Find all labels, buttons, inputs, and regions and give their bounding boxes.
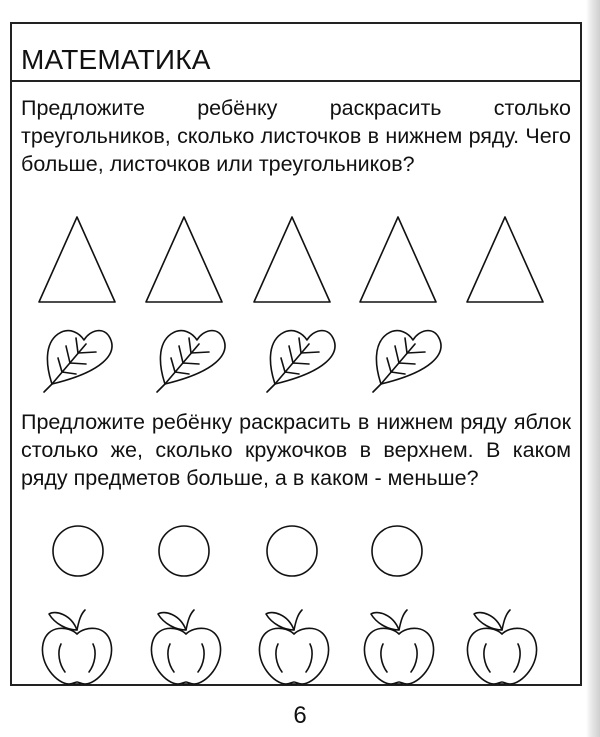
leaf-icon[interactable] — [373, 331, 441, 392]
leaf-icon[interactable] — [44, 331, 112, 392]
apple-icon[interactable] — [151, 610, 220, 684]
apple-icon[interactable] — [42, 610, 111, 684]
page-edge-shadow — [586, 0, 600, 737]
leaf-icon[interactable] — [157, 331, 225, 392]
apple-icon[interactable] — [259, 610, 328, 684]
circle-row — [53, 526, 422, 576]
triangle-icon[interactable] — [39, 217, 115, 302]
apple-icon[interactable] — [364, 610, 433, 684]
apple-row — [42, 610, 536, 684]
triangle-icon[interactable] — [360, 217, 436, 302]
leaf-row — [44, 331, 441, 392]
page-number: 6 — [293, 702, 307, 729]
apple-icon[interactable] — [467, 610, 536, 684]
worksheet-frame — [10, 22, 582, 686]
circle-icon[interactable] — [159, 526, 209, 576]
circle-icon[interactable] — [53, 526, 103, 576]
leaf-icon[interactable] — [267, 331, 335, 392]
page-title: МАТЕМАТИКА — [21, 44, 211, 75]
task-2-text: Предложите ребёнку раскрасить в нижнем ряду яблок столько же, сколько кружочков в верхнем. В каком ряду предметов больше, а в каком - меньше? — [21, 410, 571, 490]
task-illustrations — [12, 24, 584, 688]
task-1-text: Предложите ребёнку раскрасить столько треугольников, сколько листочков в нижнем ряду. Чего больше, листочков или треугольников? — [21, 96, 571, 176]
circle-icon[interactable] — [372, 526, 422, 576]
triangle-icon[interactable] — [146, 217, 222, 302]
triangle-row — [39, 217, 543, 302]
triangle-icon[interactable] — [254, 217, 330, 302]
circle-icon[interactable] — [267, 526, 317, 576]
triangle-icon[interactable] — [467, 217, 543, 302]
